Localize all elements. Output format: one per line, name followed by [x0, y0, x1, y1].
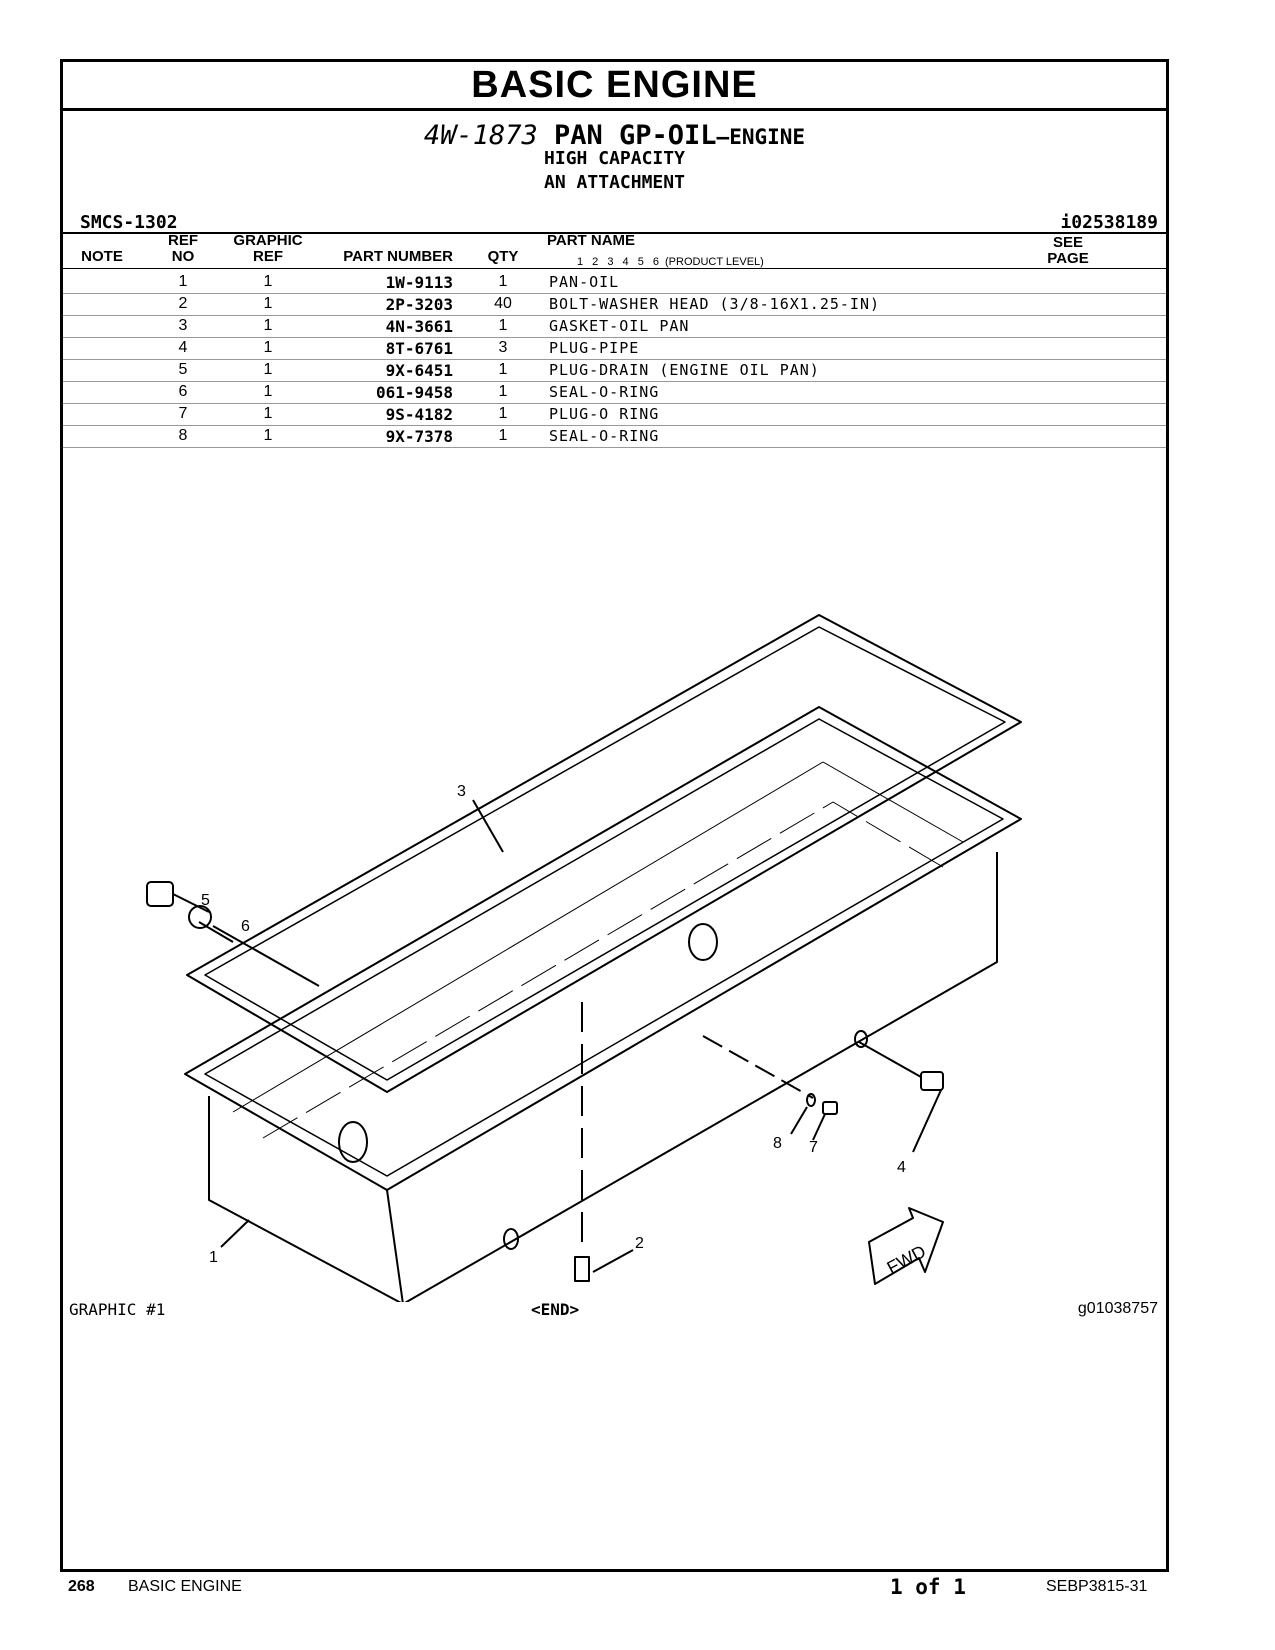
footer-doc-number: SEBP3815-31 — [1046, 1578, 1148, 1595]
graphic-ref-cell: 1 — [263, 273, 273, 290]
ref-no-cell: 5 — [178, 361, 188, 378]
exploded-view-graphic — [63, 562, 1166, 1302]
ref-no-cell: 3 — [178, 317, 188, 334]
page-frame — [60, 59, 1169, 1572]
part-number-cell: 1W-9113 — [385, 273, 453, 292]
group-title — [63, 120, 1166, 151]
part-number-cell: 061-9458 — [375, 383, 453, 402]
ref-no-cell: 1 — [178, 273, 188, 290]
header-part-number: PART NUMBER — [343, 248, 453, 265]
qty-cell: 1 — [498, 383, 508, 400]
header-qty: QTY — [487, 248, 519, 265]
part-name-cell: PLUG-DRAIN (ENGINE OIL PAN) — [549, 361, 820, 379]
qty-cell: 3 — [498, 339, 508, 356]
footer-page-of: 1 of 1 — [890, 1575, 966, 1599]
fwd-label: FWD — [883, 1241, 930, 1278]
part-number-cell: 9X-6451 — [385, 361, 453, 380]
table-row — [63, 293, 1166, 316]
group-name: PAN GP-OIL — [553, 120, 717, 151]
part-name-cell: PLUG-O RING — [549, 405, 660, 423]
part-name-cell: SEAL-O-RING — [549, 383, 660, 401]
header-see-page: SEE PAGE — [1047, 234, 1089, 267]
ref-no-cell: 7 — [178, 405, 188, 422]
graphic-ref-cell: 1 — [263, 405, 273, 422]
table-row — [63, 337, 1166, 360]
header-note: NOTE — [81, 248, 123, 265]
part-name-cell: PLUG-PIPE — [549, 339, 640, 357]
qty-cell: 1 — [498, 317, 508, 334]
graphic-ref-cell: 1 — [263, 361, 273, 378]
part-number-cell: 2P-3203 — [385, 295, 453, 314]
ref-no-cell: 2 — [178, 295, 188, 312]
qty-cell: 1 — [498, 273, 508, 290]
fwd-arrow — [869, 1208, 943, 1284]
footer-section: BASIC ENGINE — [128, 1578, 242, 1595]
graphic-label: GRAPHIC #1 — [69, 1300, 166, 1319]
graphic-ref-cell: 1 — [263, 295, 273, 312]
info-id: i02538189 — [1060, 212, 1158, 233]
part-name-cell: BOLT-WASHER HEAD (3/8-16X1.25-IN) — [549, 295, 881, 313]
pan-rim — [185, 707, 1021, 1190]
header-rule — [63, 268, 1166, 269]
section-title: BASIC ENGINE — [63, 62, 1166, 111]
part-number-cell: 9S-4182 — [385, 405, 453, 424]
graphic-ref-cell: 1 — [263, 317, 273, 334]
qty-cell: 1 — [498, 405, 508, 422]
end-label: <END> — [531, 1300, 580, 1319]
callout-5: 5 — [201, 892, 210, 909]
pan-body — [209, 852, 997, 1302]
callout-6: 6 — [241, 918, 250, 935]
ref-no-cell: 8 — [178, 427, 188, 444]
qty-cell: 1 — [498, 427, 508, 444]
header-product-levels: 1 2 3 4 5 6 (PRODUCT LEVEL) — [577, 256, 764, 268]
table-row — [63, 425, 1166, 448]
ref-no-cell: 4 — [178, 339, 188, 356]
group-subtitle-1: HIGH CAPACITY — [544, 148, 685, 169]
part-number-cell: 8T-6761 — [385, 339, 453, 358]
graphic-id: g01038757 — [1077, 1300, 1158, 1317]
callout-3: 3 — [457, 783, 466, 800]
part-name-cell: GASKET-OIL PAN — [549, 317, 690, 335]
part-number-cell: 4N-3661 — [385, 317, 453, 336]
callout-8: 8 — [773, 1135, 782, 1152]
group-suffix: –ENGINE — [716, 125, 806, 149]
part-name-cell: SEAL-O-RING — [549, 427, 660, 445]
table-row — [63, 271, 1166, 294]
group-part-number: 4W-1873 — [423, 120, 538, 151]
table-row — [63, 315, 1166, 338]
qty-cell: 1 — [498, 361, 508, 378]
part-name-cell: PAN-OIL — [549, 273, 620, 291]
smcs-code: SMCS-1302 — [80, 212, 178, 233]
qty-cell: 40 — [494, 295, 512, 312]
callout-2: 2 — [635, 1235, 644, 1252]
header-graphic-ref: GRAPHIC REF — [233, 232, 303, 265]
part-number-cell: 9X-7378 — [385, 427, 453, 446]
ref-no-cell: 6 — [178, 383, 188, 400]
table-row — [63, 381, 1166, 404]
table-row — [63, 359, 1166, 382]
footer-page-number: 268 — [68, 1578, 95, 1595]
table-row — [63, 403, 1166, 426]
header-part-name: PART NAME — [547, 232, 636, 249]
callout-1: 1 — [209, 1249, 218, 1266]
graphic-ref-cell: 1 — [263, 383, 273, 400]
graphic-ref-cell: 1 — [263, 339, 273, 356]
callout-4: 4 — [897, 1159, 906, 1176]
group-subtitle-2: AN ATTACHMENT — [544, 172, 685, 193]
header-ref-no: REF NO — [168, 232, 198, 265]
callout-7: 7 — [809, 1139, 818, 1156]
graphic-ref-cell: 1 — [263, 427, 273, 444]
